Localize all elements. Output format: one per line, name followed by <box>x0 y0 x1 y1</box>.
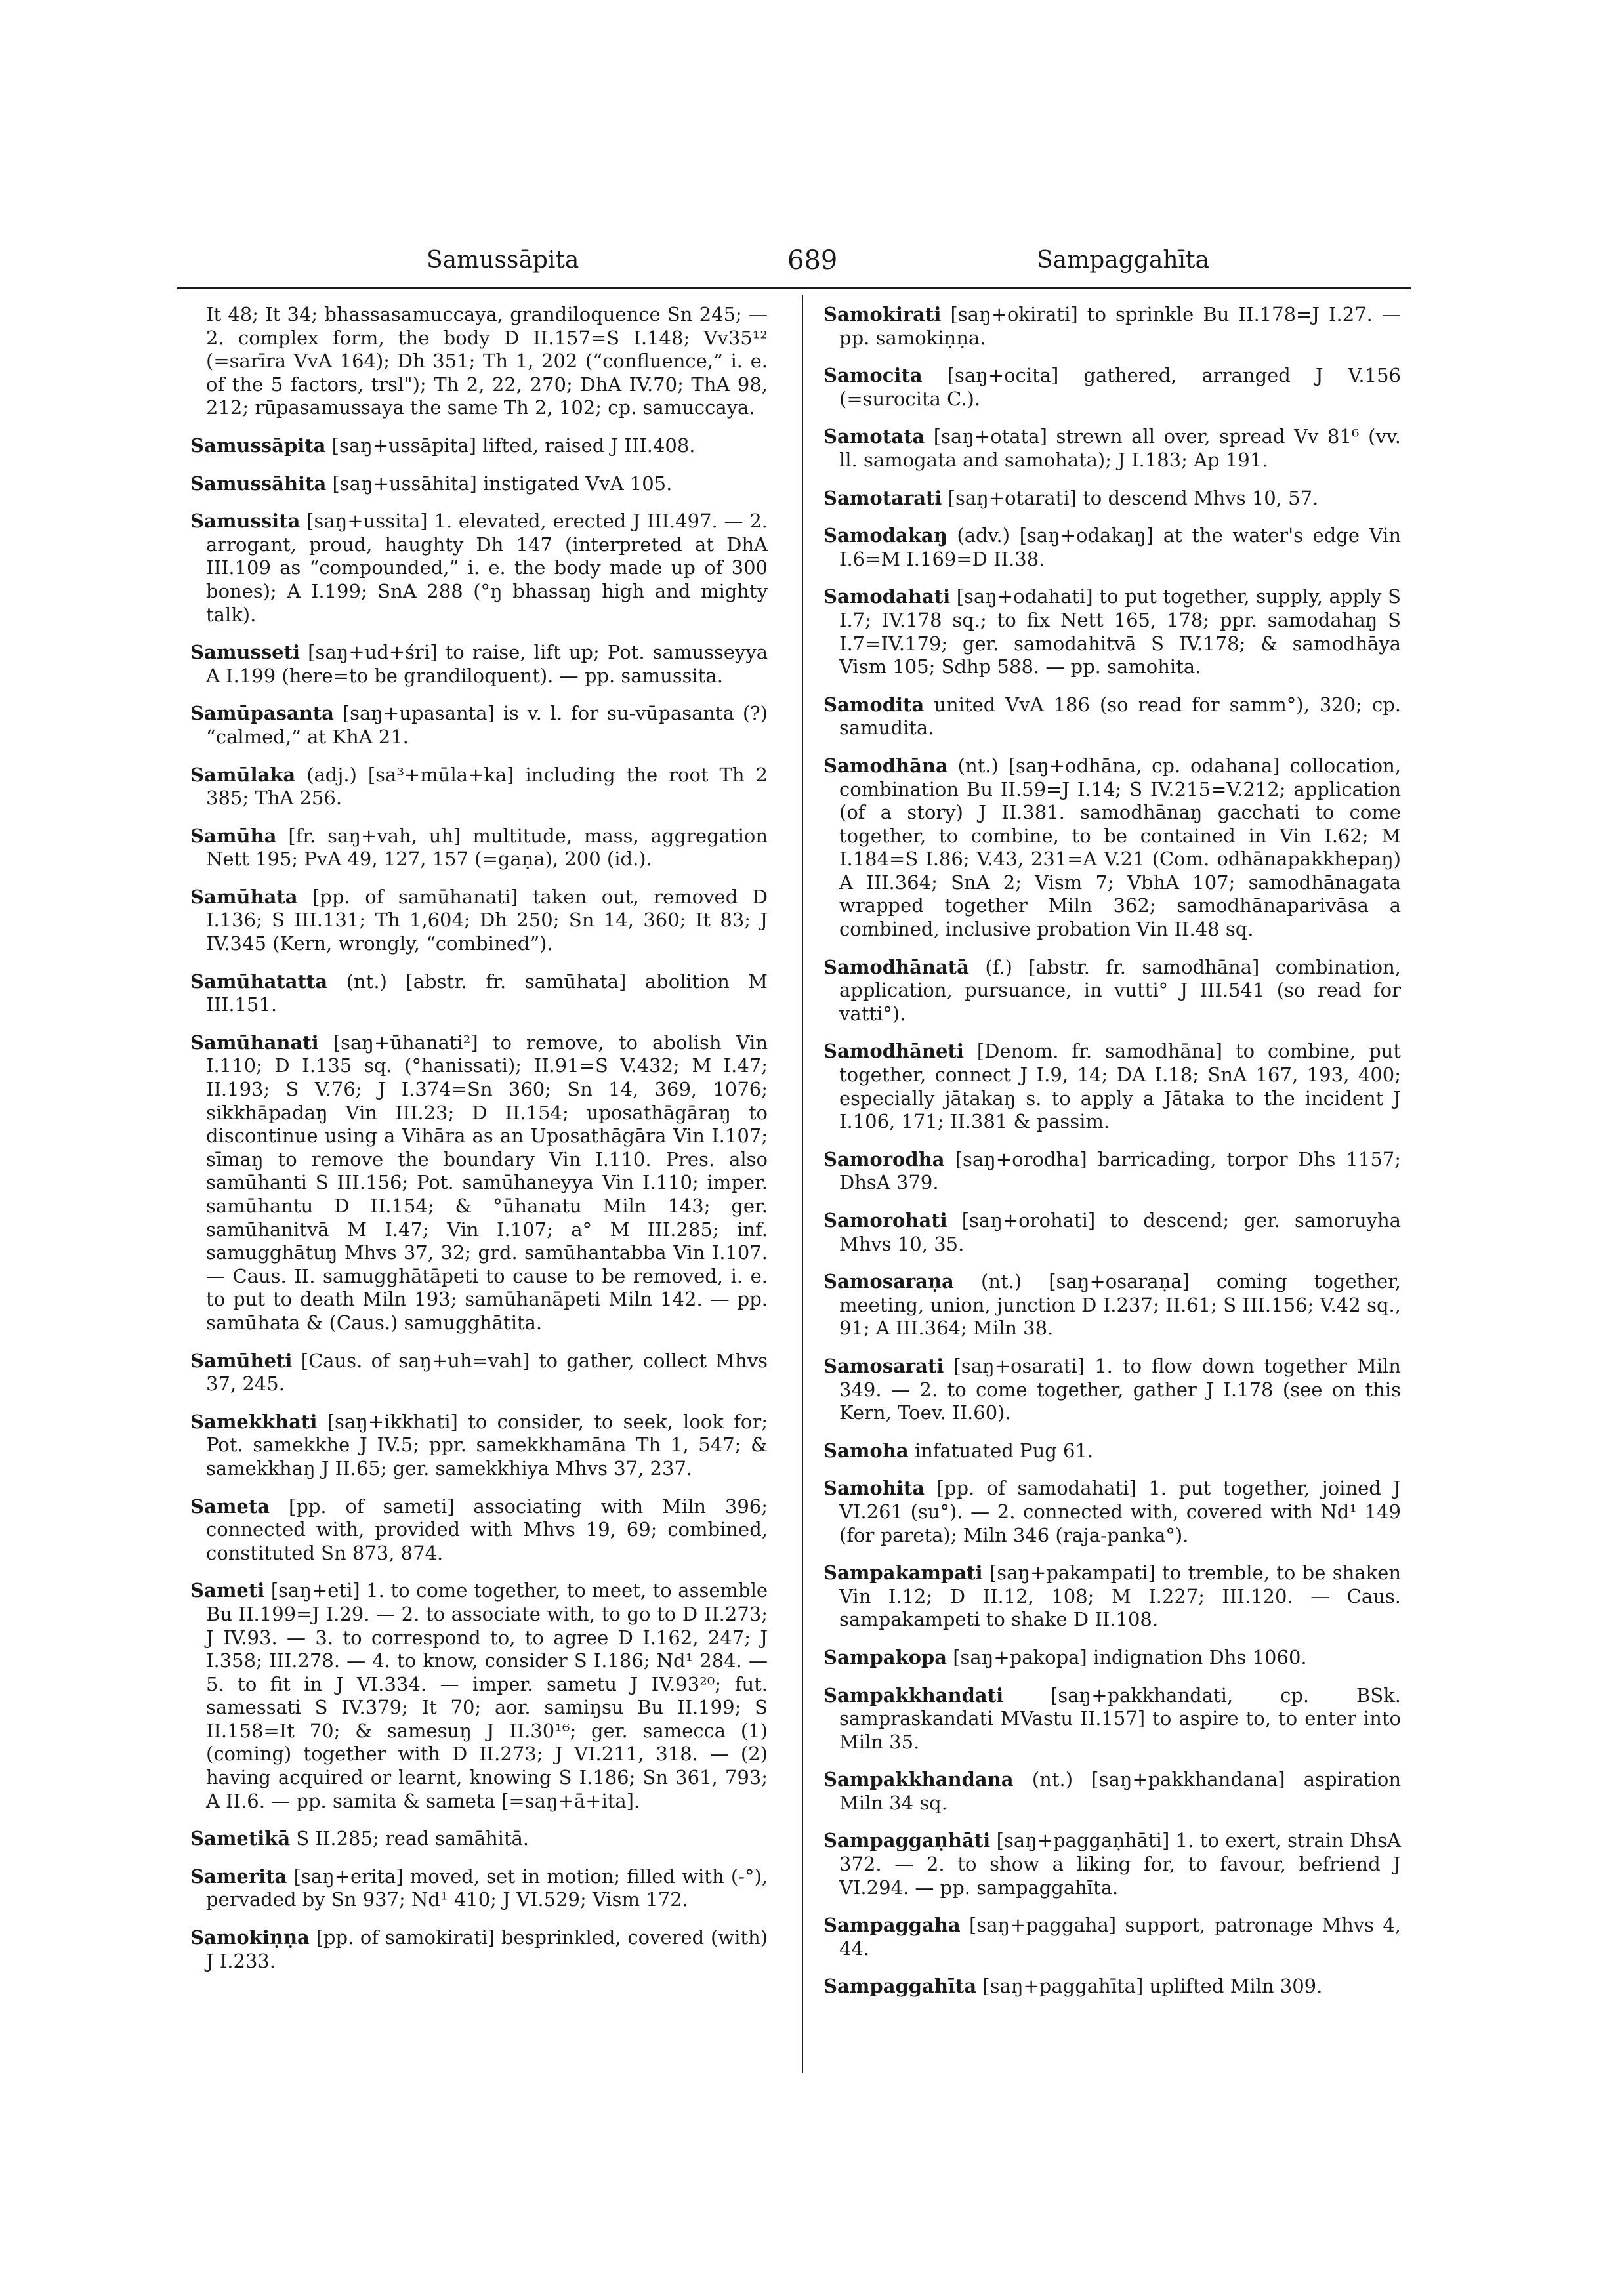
entry-definition: [saŋ+pakkhandati, cp. BSk. sampraskandati MVastu II.157] to aspire to, to enter into Miln 35. <box>839 1684 1401 1753</box>
dictionary-entry <box>823 1561 1401 1632</box>
dictionary-entry <box>823 1829 1401 1899</box>
entry-definition: [saŋ+erita] moved, set in motion; filled with (-°), pervaded by Sn 937; Nd¹ 410; J VI.529; Vism 172. <box>206 1865 768 1911</box>
entry-definition: (nt.) [saŋ+osaraṇa] coming together, meeting, union, junction D I.237; II.61; S III.156; V.42 sq., 91; A III.364; Miln 38. <box>839 1270 1402 1340</box>
entry-headword: Sampakopa <box>823 1645 947 1668</box>
entry-definition: united VvA 186 (so read for samm°), 320; cp. samudita. <box>839 693 1401 739</box>
entry-definition: [saŋ+ussita] 1. elevated, erected J III.497. — 2. arrogant, proud, haughty Dh 147 (interpreted at DhA III.109 as “compounded,” i. e. the body made up of 300 bones); A I.199; SnA 288 (°ŋ bhassaŋ high and mighty talk). <box>206 510 768 626</box>
entry-headword: Samodakaŋ <box>823 524 947 547</box>
entry-definition: [saŋ+upasanta] is v. l. for su-vūpasanta (?) “calmed,” at KhA 21. <box>206 702 768 748</box>
entry-definition: (nt.) [saŋ+pakkhandana] aspiration Miln 34 sq. <box>839 1768 1401 1814</box>
left-running-head: Samussāpita <box>427 247 579 274</box>
dictionary-entry <box>823 364 1401 411</box>
entry-headword: Sametikā <box>190 1827 291 1850</box>
dictionary-entry <box>190 510 768 627</box>
dictionary-entry <box>823 425 1401 472</box>
entry-definition: [pp. of sameti] associating with Miln 396; connected with, provided with Mhvs 19, 69; combined, constituted Sn 873, 874. <box>206 1495 768 1564</box>
entry-definition: [saŋ+ocita] gathered, arranged J V.156 (=surocita C.). <box>839 364 1401 410</box>
dictionary-entry <box>190 1579 768 1813</box>
entry-headword: Sampaggahīta <box>823 1975 977 1998</box>
entry-definition: [pp. of samodahati] 1. put together, joined J VI.261 (su°). — 2. connected with, covered with Nd¹ 149 (for pareta); Miln 346 (raja-panka°). <box>839 1477 1401 1546</box>
entry-definition: infatuated Pug 61. <box>914 1439 1094 1462</box>
dictionary-entry <box>823 1148 1401 1195</box>
entry-definition: [Caus. of saŋ+uh=vah] to gather, collect Mhvs 37, 245. <box>206 1349 768 1396</box>
dictionary-entry <box>190 1865 768 1912</box>
entry-definition: [saŋ+orohati] to descend; ger. samoruyha Mhvs 10, 35. <box>839 1209 1402 1255</box>
dictionary-entry <box>823 524 1401 571</box>
entry-definition: S II.285; read samāhitā. <box>296 1827 530 1850</box>
dictionary-entry <box>823 1684 1401 1754</box>
entry-definition: (nt.) [saŋ+odhāna, cp. odahana] collocation, combination Bu II.59=J I.14; S IV.215=V.212; application (of a story) J II.381. samodhānaŋ gacchati to come together, to combine, to be contained in Vin I.62; M I.184=S I.86; V.43, 231=A V.21 (Com. odhānapakkhepaŋ) A III.364; SnA 2; Vism 7; VbhA 107; samodhānagata wrapped together Miln 362; samodhānaparivāsa a combined, inclusive probation Vin II.48 sq. <box>839 754 1401 941</box>
entry-definition: [saŋ+osarati] 1. to flow down together Miln 349. — 2. to come together, gather J I.178 (see on this Kern, Toev. II.60). <box>839 1354 1401 1424</box>
entry-headword: Samodhāneti <box>823 1040 964 1063</box>
entry-definition: [pp. of samokirati] besprinkled, covered (with) J I.233. <box>206 1926 768 1972</box>
entry-headword: Samosaraṇa <box>823 1270 954 1293</box>
entry-definition: [saŋ+ussāhita] instigated VvA 105. <box>332 472 673 495</box>
dictionary-entry <box>190 641 768 688</box>
dictionary-entry <box>823 755 1401 941</box>
entry-definition: [saŋ+paggaṇhāti] 1. to exert, strain DhsA 372. — 2. to show a liking for, to favour, befriend J VI.294. — pp. sampaggahīta. <box>839 1829 1401 1899</box>
entry-definition: [saŋ+okirati] to sprinkle Bu II.178=J I.27. — pp. samokiṇṇa. <box>839 303 1402 349</box>
dictionary-entry <box>190 1495 768 1565</box>
dictionary-entry <box>823 1040 1401 1133</box>
entry-definition: [Denom. fr. samodhāna] to combine, put together, connect J I.9, 14; DA I.18; SnA 167, 193, 400; especially jātakaŋ s. to apply a Jātaka to the incident J I.106, 171; II.381 & passim. <box>839 1040 1401 1133</box>
entry-headword: Samussāpita <box>190 434 326 457</box>
dictionary-entry <box>190 886 768 956</box>
entry-headword: Samohita <box>823 1477 925 1500</box>
dictionary-entry <box>190 1031 768 1335</box>
entry-headword: Samotarati <box>823 486 942 509</box>
entry-headword: Samosarati <box>823 1354 944 1377</box>
entry-headword: Samorohati <box>823 1209 947 1231</box>
dictionary-entry <box>190 1926 768 1973</box>
entry-definition: [saŋ+ūhanati²] to remove, to abolish Vin I.110; D I.135 sq. (°hanissati); II.91=S V.432; M I.47; II.193; S V.76; J I.374=Sn 360; Sn 14, 369, 1076; sikkhāpadaŋ Vin III.23; D II.154; uposathāgāraŋ to discontinue using a Vihāra as an Uposathāgāra Vin I.107; sīmaŋ to remove the boundary Vin I.110. Pres. also samūhanti S III.156; Pot. samūhaneyya Vin I.110; imper. samūhantu D II.154; & °ūhanatu Miln 143; ger. samūhanitvā M I.47; Vin I.107; a° M III.285; inf. samugghātuŋ Mhvs 37, 32; grd. samūhantabba Vin I.107. — Caus. II. samugghātāpeti to cause to be removed, i. e. to put to death Miln 193; samūhanāpeti Miln 142. — pp. samūhata & (Caus.) samugghātita. <box>206 1031 768 1334</box>
column-divider <box>802 295 803 2073</box>
entry-definition: [fr. saŋ+vah, uh] multitude, mass, aggregation Nett 195; PvA 49, 127, 157 (=gaṇa), 200 (id.). <box>206 824 768 871</box>
entry-definition: [pp. of samūhanati] taken out, removed D I.136; S III.131; Th 1,604; Dh 250; Sn 14, 360; It 83; J IV.345 (Kern, wrongly, “combined”). <box>206 885 768 955</box>
entry-headword: Samūheti <box>190 1349 293 1372</box>
entry-headword: Samokirati <box>823 303 942 325</box>
entry-headword: Sampakampati <box>823 1561 983 1584</box>
entry-headword: Sampakkhandana <box>823 1768 1014 1791</box>
dictionary-entry <box>823 956 1401 1026</box>
dictionary-entry <box>823 693 1401 740</box>
entry-definition: [saŋ+paggahīta] uplifted Miln 309. <box>982 1975 1323 1998</box>
entry-headword: Samodhāna <box>823 754 948 777</box>
entry-definition: [saŋ+ud+śri] to raise, lift up; Pot. samusseyya A I.199 (here=to be grandiloquent). — pp. samussita. <box>206 641 768 687</box>
entry-headword: Sameti <box>190 1579 265 1602</box>
entry-definition: [saŋ+pakampati] to tremble, to be shaken Vin I.12; D II.12, 108; M I.227; III.120. — Caus. sampakampeti to shake D II.108. <box>839 1561 1401 1631</box>
left-column <box>190 303 768 1987</box>
dictionary-entry <box>823 1209 1401 1256</box>
entry-headword: Samodita <box>823 693 925 716</box>
dictionary-entry <box>823 1355 1401 1425</box>
entry-definition: [saŋ+ikkhati] to consider, to seek, look for; Pot. samekkhe J IV.5; ppr. samekkhamāna Th 1, 547; & samekkhaŋ J II.65; ger. samekkhiya Mhvs 37, 237. <box>206 1410 768 1479</box>
dictionary-entry <box>823 1270 1401 1340</box>
entry-headword: Samoha <box>823 1439 909 1462</box>
dictionary-entry <box>190 825 768 871</box>
entry-headword: Sampakkhandati <box>823 1684 1004 1706</box>
entry-headword: Samussita <box>190 510 301 533</box>
page-header <box>177 241 1411 289</box>
dictionary-entry <box>823 1768 1401 1815</box>
dictionary-entry <box>823 1646 1401 1670</box>
right-column <box>823 303 1401 2013</box>
entry-headword: Samocita <box>823 364 923 387</box>
entry-headword: Sampaggaṇhāti <box>823 1829 991 1852</box>
entry-headword: Samūha <box>190 824 277 847</box>
entry-headword: Samokiṇṇa <box>190 1926 310 1949</box>
entry-definition: (adj.) [sa³+mūla+ka] including the root Th 2 385; ThA 256. <box>206 763 768 810</box>
dictionary-entry <box>823 303 1401 350</box>
entry-headword: Samūhata <box>190 885 298 908</box>
entry-headword: Samūpasanta <box>190 702 334 725</box>
dictionary-entry <box>823 1975 1401 1998</box>
dictionary-entry <box>190 472 768 496</box>
entry-headword: Samerita <box>190 1865 287 1888</box>
dictionary-entry <box>823 1914 1401 1960</box>
dictionary-entry <box>190 303 768 420</box>
entry-definition: [saŋ+odahati] to put together, supply, apply S I.7; IV.178 sq.; to fix Nett 165, 178; ppr. samodahaŋ S I.7=IV.179; ger. samodahitvā S IV.178; & samodhāya Vism 105; Sdhp 588. — pp. samohita. <box>839 585 1402 678</box>
page-number: 689 <box>787 245 838 276</box>
dictionary-entry <box>190 702 768 749</box>
entry-definition: (adv.) [saŋ+odakaŋ] at the water's edge Vin I.6=M I.169=D II.38. <box>839 524 1402 570</box>
entry-headword: Samusseti <box>190 641 301 664</box>
entry-definition: [saŋ+pakopa] indignation Dhs 1060. <box>953 1645 1307 1668</box>
entry-definition: [saŋ+eti] 1. to come together, to meet, to assemble Bu II.199=J I.29. — 2. to associate with, to go to D II.273; J IV.93. — 3. to correspond to, to agree D I.162, 247; J I.358; III.278. — 4. to know, consider S I.186; Nd¹ 284. — 5. to fit in J VI.334. — imper. sametu J IV.93²⁰; fut. samessati S IV.379; It 70; aor. samiŋsu Bu II.199; S II.158=It 70; & samesuŋ J II.30¹⁶; ger. samecca (1) (coming) together with D II.273; J VI.211, 318. — (2) having acquired or learnt, knowing S I.186; Sn 361, 793; A II.6. — pp. samita & sameta [=saŋ+ā+ita]. <box>206 1579 768 1812</box>
entry-headword: Sampaggaha <box>823 1914 961 1937</box>
dictionary-entry <box>823 1477 1401 1547</box>
entry-definition: (nt.) [abstr. fr. samūhata] abolition M III.151. <box>206 970 768 1016</box>
entry-definition: [saŋ+otata] strewn all over, spread Vv 81⁶ (vv. ll. samogata and samohata); J I.183; Ap 191. <box>839 425 1401 471</box>
right-running-head: Sampaggahīta <box>1037 247 1209 274</box>
entry-definition: (f.) [abstr. fr. samodhāna] combination, application, pursuance, in vutti° J III.541 (so read for vatti°). <box>839 955 1401 1025</box>
entry-headword: Samūhanati <box>190 1031 319 1054</box>
entry-headword: Samekkhati <box>190 1410 318 1433</box>
entry-headword: Samussāhita <box>190 472 327 495</box>
dictionary-entry <box>190 1350 768 1396</box>
dictionary-entry <box>190 764 768 810</box>
entry-headword: Samūlaka <box>190 763 296 786</box>
entry-headword: Samorodha <box>823 1148 945 1170</box>
dictionary-entry <box>823 1439 1401 1463</box>
entry-headword: Samodhānatā <box>823 955 969 978</box>
entry-definition: [saŋ+paggaha] support, patronage Mhvs 4, 44. <box>839 1914 1401 1960</box>
entry-definition: It 48; It 34; bhassasamuccaya, grandiloquence Sn 245; — 2. complex form, the body D II.157=S I.148; Vv35¹² (=sarīra VvA 164); Dh 351; Th 1, 202 (“confluence,” i. e. of the 5 factors, trsl"); Th 2, 22, 270; DhA IV.70; ThA 98, 212; rūpasamussaya the same Th 2, 102; cp. samuccaya. <box>206 303 768 419</box>
entry-definition: [saŋ+otarati] to descend Mhvs 10, 57. <box>947 486 1319 509</box>
entry-definition: [saŋ+ussāpita] lifted, raised J III.408. <box>331 434 696 457</box>
entry-headword: Samūhatatta <box>190 970 328 993</box>
dictionary-entry <box>190 1827 768 1851</box>
dictionary-entry <box>190 1411 768 1481</box>
dictionary-entry <box>823 585 1401 678</box>
entry-headword: Sameta <box>190 1495 270 1518</box>
entry-headword: Samodahati <box>823 585 951 608</box>
dictionary-entry <box>823 487 1401 510</box>
dictionary-entry <box>190 970 768 1017</box>
entry-definition: [saŋ+orodha] barricading, torpor Dhs 1157; DhsA 379. <box>839 1148 1401 1194</box>
entry-headword: Samotata <box>823 425 925 448</box>
dictionary-entry <box>190 434 768 458</box>
